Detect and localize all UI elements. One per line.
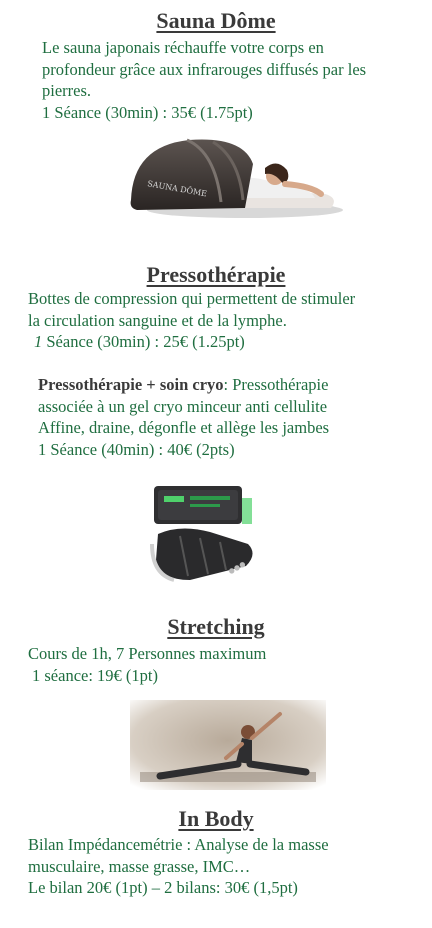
sauna-line-1: Le sauna japonais réchauffe votre corps en — [42, 38, 324, 57]
stretching-price: 1 séance: 19€ (1pt) — [32, 665, 158, 685]
inbody-line-2: musculaire, masse grasse, IMC… — [28, 856, 251, 876]
cryo-line-2: associée à un gel cryo minceur anti cellulite — [38, 396, 328, 416]
sauna-dome-image — [125, 128, 345, 224]
cryo-title: Pressothérapie + soin cryo — [38, 375, 224, 394]
cryo-price: 1 Séance (40min) : 40€ (2pts) — [38, 439, 235, 459]
cryo-line-1 — [38, 374, 329, 396]
presso-price-number: 1 — [34, 332, 43, 351]
stretching-title: Stretching — [167, 614, 265, 639]
cryo-title-rest: : Pressothérapie — [223, 375, 329, 394]
presso-description — [28, 288, 355, 353]
presso-price — [28, 331, 355, 353]
presso-price-rest: Séance (30min) : 25€ (1.25pt) — [42, 332, 245, 351]
sauna-title: Sauna Dôme — [156, 8, 276, 33]
inbody-line-1: Bilan Impédancemétrie : Analyse de la masse — [28, 835, 329, 854]
sauna-price: 1 Séance (30min) : 35€ (1.75pt) — [42, 102, 253, 122]
presso-line-1: Bottes de compression qui permettent de stimuler — [28, 289, 356, 308]
cryo-line-3: Affine, draine, dégonfle et allège les jambes — [38, 418, 330, 437]
stretching-description — [28, 643, 266, 686]
sauna-description — [42, 37, 366, 123]
sauna-line-3: pierres. — [42, 81, 92, 100]
inbody-price: Le bilan 20€ (1pt) – 2 bilans: 30€ (1,5pt) — [28, 878, 298, 897]
inbody-description — [28, 834, 329, 899]
presso-title: Pressothérapie — [146, 262, 286, 287]
sauna-dome-image-label: SAUNA DÔME — [146, 179, 208, 199]
stretching-yoga-image — [130, 700, 326, 790]
svg-text:●●●: ●●● — [227, 559, 247, 576]
presso-line-2: la circulation sanguine et de la lymphe. — [28, 310, 287, 330]
inbody-title: In Body — [178, 806, 254, 831]
stretching-line-1: Cours de 1h, 7 Personnes maximum — [28, 644, 267, 663]
cryo-description — [38, 374, 329, 460]
pressotherapy-boots-image — [150, 484, 260, 584]
sauna-line-2: profondeur grâce aux infrarouges diffusés par les — [42, 59, 367, 79]
